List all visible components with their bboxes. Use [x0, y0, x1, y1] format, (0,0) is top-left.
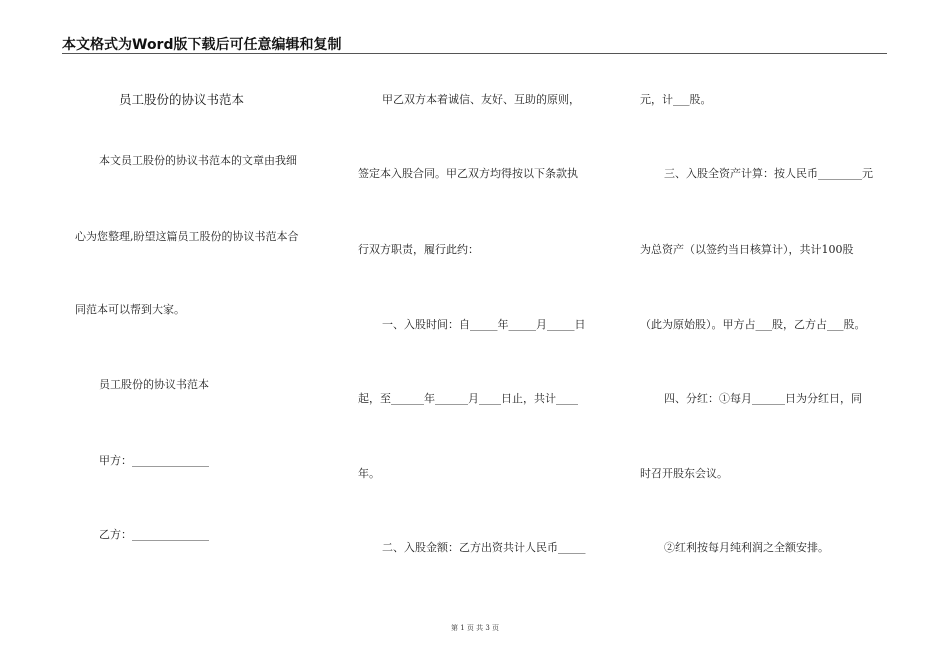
- clause-3-line: （此为原始股）。甲方占___股，乙方占___股。: [640, 318, 866, 331]
- text-column-2: [358, 0, 618, 672]
- clause-1-line: 年。: [358, 467, 380, 480]
- paragraph-line: 甲乙双方本着诚信、友好、互助的原则，: [382, 93, 580, 106]
- text-column-1: [75, 0, 335, 672]
- clause-4-line: 时召开股东会议。: [640, 467, 728, 480]
- clause-3-line: 三、入股全资产计算：按人民币________元: [664, 167, 873, 180]
- document-title: 员工股份的协议书范本: [119, 92, 245, 107]
- paragraph-line: 行双方职责，履行此约：: [358, 243, 479, 256]
- clause-2-line: 元，计___股。: [640, 93, 712, 106]
- paragraph-line: 签定本入股合同。甲乙双方均得按以下条款执: [358, 167, 578, 180]
- clause-4-line: 四、分红：①每月______日为分红日，同: [664, 392, 862, 405]
- party-a-field: 甲方：______________: [99, 454, 209, 467]
- paragraph-line: 同范本可以帮到大家。: [75, 303, 185, 316]
- paragraph-line: 心为您整理,盼望这篇员工股份的协议书范本合: [75, 230, 299, 243]
- page-number: 第 1 页 共 3 页: [450, 624, 500, 632]
- paragraph-line: 本文员工股份的协议书范本的文章由我细: [99, 154, 297, 167]
- party-b-field: 乙方：______________: [99, 528, 209, 541]
- clause-4-line: ②红利按每月纯利润之全额安排。: [664, 541, 829, 554]
- clause-2-line: 二、入股金额：乙方出资共计人民币_____: [382, 541, 586, 554]
- clause-3-line: 为总资产（以签约当日核算计），共计100股: [640, 243, 854, 256]
- document-header-title: 本文格式为Word版下载后可任意编辑和复制: [62, 37, 342, 53]
- clause-1-line: 起，至______年______月____日止，共计____: [358, 392, 578, 405]
- text-column-3: [640, 0, 900, 672]
- clause-1-line: 一、入股时间：自_____年_____月_____日: [382, 318, 586, 331]
- section-heading: 员工股份的协议书范本: [99, 378, 209, 391]
